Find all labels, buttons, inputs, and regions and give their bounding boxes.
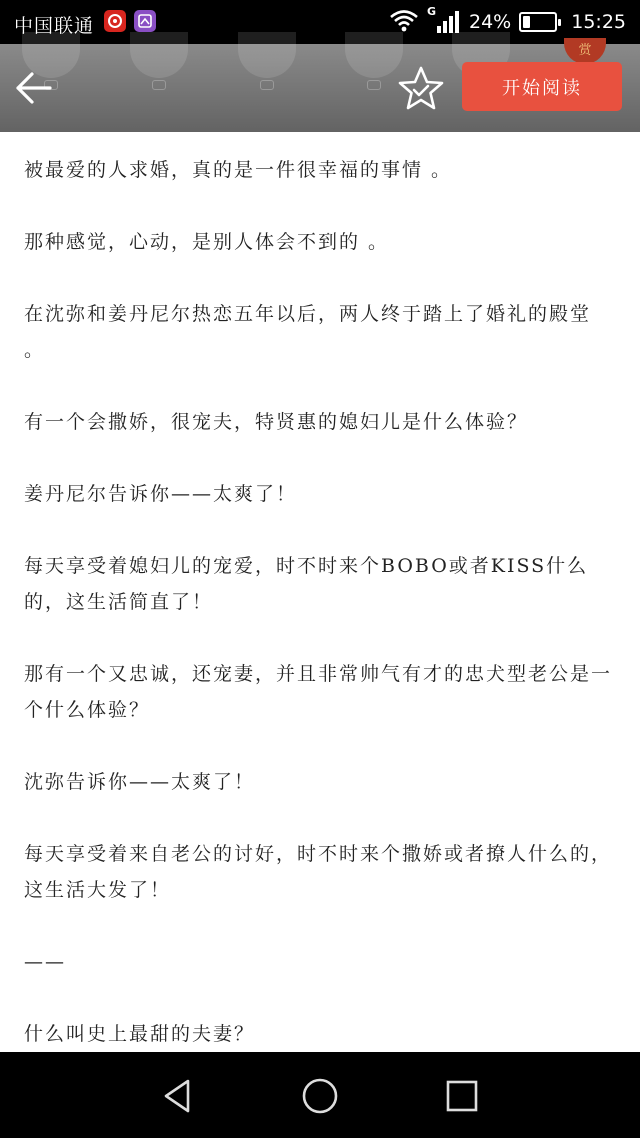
paragraph: 姜丹尼尔告诉你——太爽了！ xyxy=(24,483,298,505)
star-check-icon xyxy=(396,64,446,112)
paragraph: 沈弥告诉你——太爽了！ xyxy=(24,771,256,793)
paragraph: 那种感觉，心动，是别人体会不到的 。 xyxy=(24,231,390,253)
network-type: G xyxy=(427,5,437,18)
nav-home-button[interactable] xyxy=(300,1076,340,1116)
tip-placeholder xyxy=(345,32,403,78)
paragraph: 每天享受着媳妇儿的宠爱，时不时来个BOBO或者KISS什么的，这生活简直了！ xyxy=(24,555,589,613)
back-button[interactable] xyxy=(12,66,54,110)
circle-home-icon xyxy=(300,1076,340,1116)
triangle-back-icon xyxy=(158,1076,198,1116)
reader-header xyxy=(0,44,640,132)
battery-icon xyxy=(519,12,557,32)
paragraph: 什么叫史上最甜的夫妻？ xyxy=(24,1023,256,1045)
paragraph: 被最爱的人求婚，真的是一件很幸福的事情 。 xyxy=(24,159,453,181)
nav-recent-button[interactable] xyxy=(442,1076,482,1116)
coin-icon xyxy=(367,80,381,90)
reward-badge: 赏 xyxy=(564,38,606,64)
gallery-app-icon xyxy=(134,10,156,32)
netease-music-icon xyxy=(104,10,126,32)
start-reading-button[interactable]: 开始阅读 xyxy=(462,62,622,111)
coin-icon xyxy=(260,80,274,90)
system-nav-bar xyxy=(0,1052,640,1138)
carrier-name: 中国联通 xyxy=(14,15,95,37)
favorite-button[interactable] xyxy=(396,64,446,112)
paragraph: —— xyxy=(24,951,66,973)
nav-back-button[interactable] xyxy=(158,1076,198,1116)
paragraph: 在沈弥和姜丹尼尔热恋五年以后，两人终于踏上了婚礼的殿堂 。 xyxy=(24,303,592,361)
clock: 15:25 xyxy=(571,11,626,33)
article-content[interactable] xyxy=(0,132,640,1052)
paragraph: 每天享受着来自老公的讨好，时不时来个撒娇或者撩人什么的，这生活大发了！ xyxy=(24,843,613,901)
status-bar xyxy=(0,0,640,44)
battery-percent: 24% xyxy=(469,11,512,33)
paragraph: 有一个会撒娇，很宠夫，特贤惠的媳妇儿是什么体验？ xyxy=(24,411,529,433)
square-recent-icon xyxy=(442,1076,482,1116)
tip-placeholder xyxy=(238,32,296,78)
coin-icon xyxy=(152,80,166,90)
tip-placeholder xyxy=(130,32,188,78)
arrow-left-icon xyxy=(12,66,54,110)
paragraph: 那有一个又忠诚，还宠妻，并且非常帅气有才的忠犬型老公是一个什么体验？ xyxy=(24,663,613,721)
